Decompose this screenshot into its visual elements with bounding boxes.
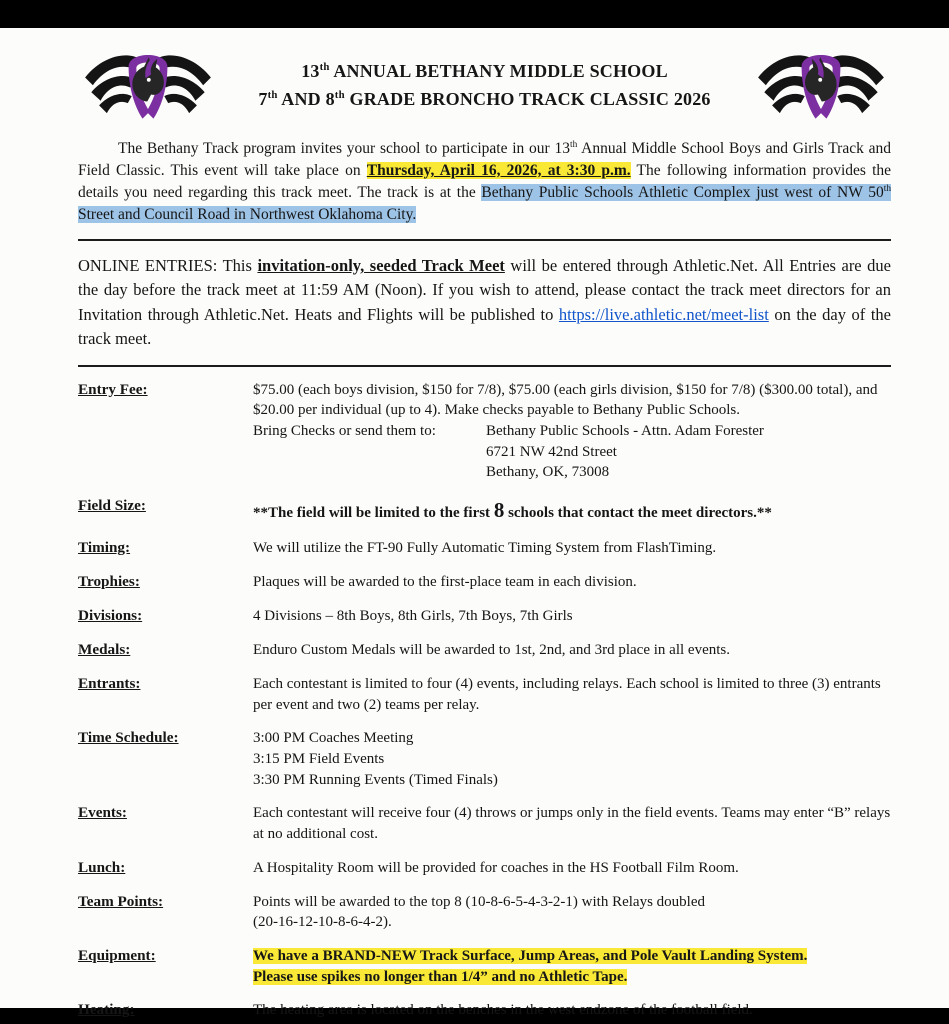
meet-list-link[interactable]: https://live.athletic.net/meet-list xyxy=(558,304,769,324)
row-divisions xyxy=(78,606,891,627)
row-time-schedule xyxy=(78,728,891,790)
row-label: Field Size: xyxy=(78,497,146,515)
details-list xyxy=(78,380,891,1022)
row-content xyxy=(253,946,891,987)
row-content: We will utilize the FT-90 Fully Automatic Timing System from FlashTiming. xyxy=(253,540,717,557)
intro-text: Annual Middle School Boys and Girls Track and Field Classic. This event will take place on xyxy=(78,140,891,179)
team-points-line: Points will be awarded to the top 8 (10-8-6-5-4-3-2-1) with Relays doubled xyxy=(253,893,705,910)
entry-fee-text: $75.00 (each boys division, $150 for 7/8), $75.00 (each girls division, $150 for 7/8) ($300.00 total), and $20.00 per individual (up to 4). Make checks payable to Bethany Public Schools. xyxy=(253,381,878,419)
equipment-highlight-line: Please use spikes no longer than 1/4” and no Athletic Tape. xyxy=(253,968,628,985)
schedule-line: 3:00 PM Coaches Meeting xyxy=(253,730,414,747)
invitation-only-text: invitation-only, seeded Track Meet xyxy=(257,256,505,275)
row-content: 4 Divisions – 8th Boys, 8th Girls, 7th Boys, 7th Girls xyxy=(253,607,573,624)
row-content: Plaques will be awarded to the first-place team in each division. xyxy=(253,574,637,590)
row-entry-fee xyxy=(78,380,891,483)
row-content: **The field will be limited to the first 8 schools that contact the meet directors.** xyxy=(253,498,772,523)
intro-text: The Bethany Track program invites your school to participate in our 13 xyxy=(118,140,570,157)
broncho-logo-left xyxy=(78,43,218,129)
row-label: Entry Fee: xyxy=(78,380,148,398)
header xyxy=(78,40,891,132)
row-medals xyxy=(78,640,891,661)
broncho-horse-icon xyxy=(82,43,214,129)
field-size-number: 8 xyxy=(493,498,505,523)
online-entries-paragraph xyxy=(78,254,891,352)
broncho-horse-icon xyxy=(755,43,887,129)
row-events xyxy=(78,803,891,844)
row-timing xyxy=(78,538,891,559)
highlighted-date: Thursday, April 16, 2026, at 3:30 p.m. xyxy=(366,162,631,179)
page-title xyxy=(218,58,751,114)
row-label: Lunch: xyxy=(78,858,126,876)
address-line: 6721 NW 42nd Street xyxy=(486,443,617,460)
broncho-logo-right xyxy=(751,43,891,129)
address-line: Bethany, OK, 73008 xyxy=(486,464,610,481)
row-content: Enduro Custom Medals will be awarded to 1st, 2nd, and 3rd place in all events. xyxy=(253,641,730,658)
row-content: A Hospitality Room will be provided for coaches in the HS Football Film Room. xyxy=(253,859,739,876)
row-content: Each contestant is limited to four (4) events, including relays. Each school is limited to three (3) entrants per event and two (2) teams per relay. xyxy=(253,675,881,713)
horse-eye-icon xyxy=(818,78,822,82)
row-label: Timing: xyxy=(78,539,131,557)
horse-eye-icon xyxy=(147,78,151,82)
online-entries-text: will be entered through Athletic.Net. All Entries are due the day before the track meet at 11:59 AM (Noon). If you wish to attend, please contact the track meet directors for an Invitation through Athletic.Net. Heats and Flights will be published to xyxy=(78,256,891,324)
online-entries-text: ONLINE ENTRIES: This xyxy=(78,256,258,275)
row-label: Events: xyxy=(78,804,127,822)
divider-bottom xyxy=(78,365,891,367)
row-content: The heating area is located on the benches in the west endzone of the football field. xyxy=(253,1002,753,1019)
schedule-line: 3:30 PM Running Events (Timed Finals) xyxy=(253,771,498,788)
row-label: Trophies: xyxy=(78,573,140,590)
row-content: Each contestant will receive four (4) throws or jumps only in the field events. Teams may enter “B” relays at no additional cost. xyxy=(253,805,891,843)
row-heating xyxy=(78,1000,891,1021)
address-block xyxy=(486,421,764,483)
row-label: Equipment: xyxy=(78,947,156,965)
intro-paragraph xyxy=(78,138,891,226)
address-line: Bethany Public Schools - Attn. Adam Forester xyxy=(486,423,764,439)
equipment-highlight-line: We have a BRAND-NEW Track Surface, Jump Areas, and Pole Vault Landing System. xyxy=(253,948,808,965)
row-label: Heating: xyxy=(78,1001,135,1019)
row-content xyxy=(253,892,891,933)
divider-top xyxy=(78,239,891,241)
row-team-points xyxy=(78,892,891,933)
team-points-line: (20-16-12-10-8-6-4-2). xyxy=(253,914,392,931)
row-label: Medals: xyxy=(78,640,131,658)
title-line-2: 7th AND 8th GRADE BRONCHO TRACK CLASSIC 2026 xyxy=(258,89,711,109)
intro-text: The following information provides the details you need regarding this track meet. The track is at the xyxy=(78,162,892,201)
row-label: Time Schedule: xyxy=(78,729,179,747)
document-page xyxy=(0,28,949,1019)
bring-checks-text: Bring Checks or send them to: xyxy=(253,423,436,439)
online-entries-text: on the day of the track meet. xyxy=(78,304,891,349)
schedule-line: 3:15 PM Field Events xyxy=(253,750,385,767)
row-content xyxy=(253,728,891,790)
intro-sup: th xyxy=(570,139,578,150)
row-trophies xyxy=(78,572,891,593)
checks-line xyxy=(253,421,891,483)
row-equipment xyxy=(78,946,891,987)
highlighted-location: Bethany Public Schools Athletic Complex just west of NW 50th Street and Council Road in Northwest Oklahoma City. xyxy=(78,183,891,223)
row-label: Team Points: xyxy=(78,892,164,910)
row-content xyxy=(253,380,891,483)
title-line-1: 13th ANNUAL BETHANY MIDDLE SCHOOL xyxy=(301,61,668,82)
row-entrants xyxy=(78,674,891,715)
row-label: Entrants: xyxy=(78,674,141,692)
row-lunch xyxy=(78,858,891,879)
row-field-size xyxy=(78,496,891,525)
row-label: Divisions: xyxy=(78,606,143,624)
